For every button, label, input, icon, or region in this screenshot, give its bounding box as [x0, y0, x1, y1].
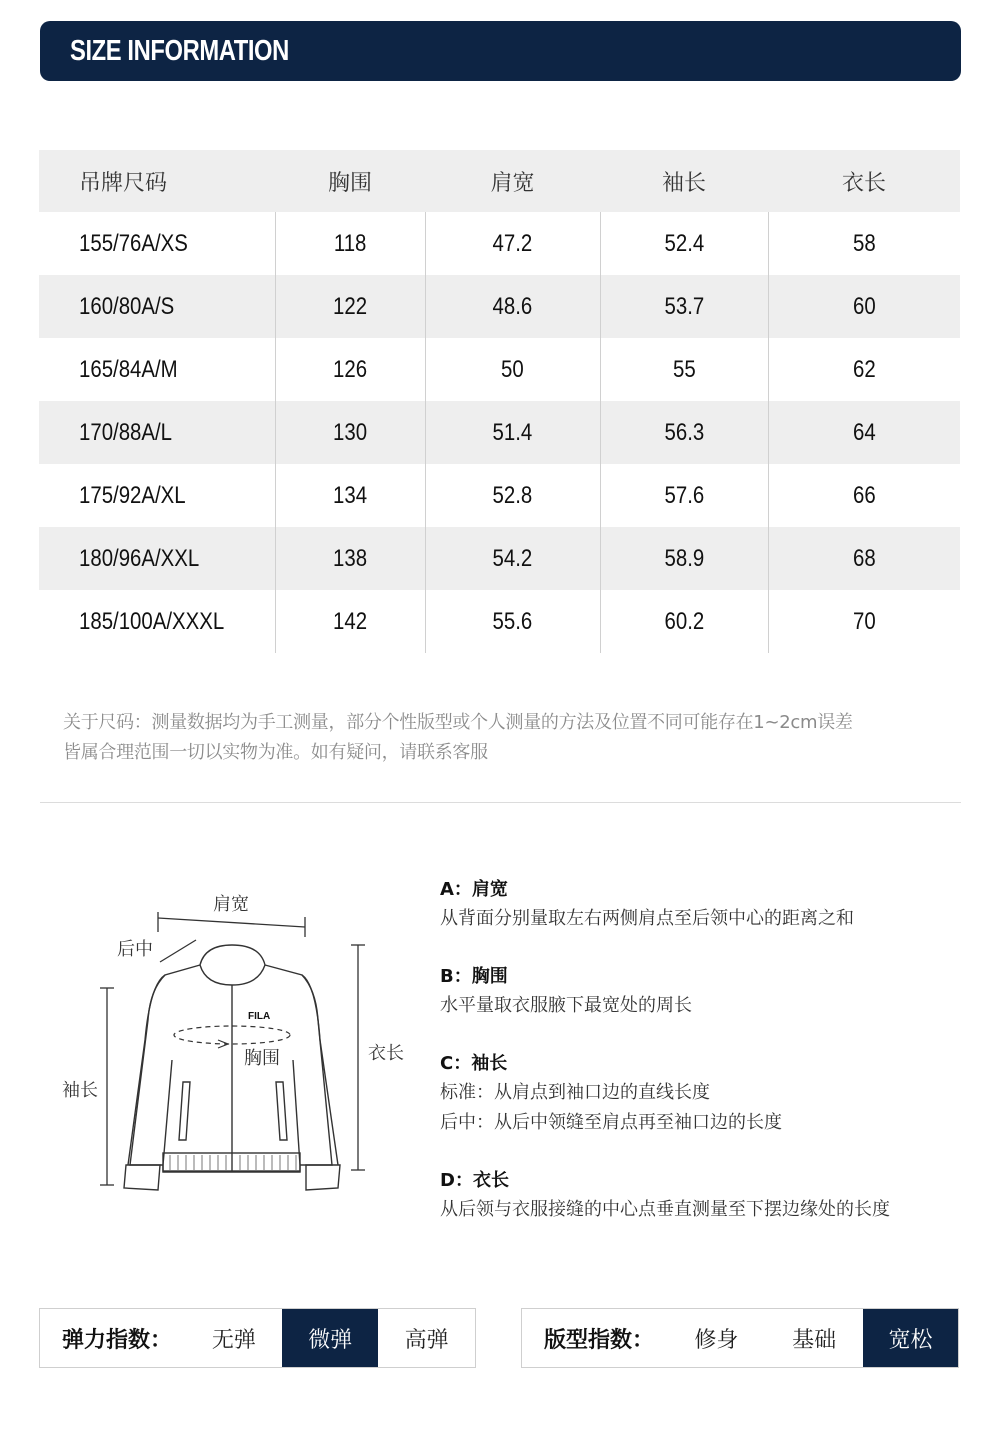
- fit-option-loose: 宽松: [863, 1309, 958, 1367]
- definition-title: A：肩宽: [440, 879, 508, 900]
- cell-chest: 142: [275, 590, 425, 653]
- cell-shoulder: 54.2: [425, 527, 600, 590]
- table-row: [39, 527, 960, 590]
- cell-size: 170/88A/L: [39, 401, 275, 464]
- size-table: [39, 150, 960, 653]
- measurement-note: [63, 708, 963, 768]
- fit-label: 版型指数：: [544, 1327, 655, 1353]
- cell-chest: 126: [275, 338, 425, 401]
- table-row: [39, 275, 960, 338]
- cell-size: 175/92A/XL: [79, 481, 186, 509]
- cell-length: 66: [768, 464, 960, 527]
- label-sleeve: 袖长: [62, 1080, 98, 1101]
- cell-chest: 118: [275, 212, 425, 275]
- label-chest: 胸围: [244, 1048, 280, 1069]
- cell-shoulder: 48.6: [425, 275, 600, 338]
- definition-text: 从后领与衣服接缝的中心点垂直测量至下摆边缘处的长度: [440, 1199, 890, 1220]
- cell-length: 58: [768, 212, 960, 275]
- cell-length: 70: [768, 590, 960, 653]
- cell-shoulder: 50: [425, 338, 600, 401]
- fit-index: [521, 1308, 959, 1368]
- definition-title: C：袖长: [440, 1053, 508, 1074]
- table-row: [39, 212, 960, 275]
- definition-text: 水平量取衣服腋下最宽处的周长: [440, 995, 692, 1016]
- definition-title: B：胸围: [440, 966, 508, 987]
- table-row: [39, 590, 960, 653]
- divider: [40, 802, 961, 803]
- cell-size: 180/96A/XXL: [39, 527, 275, 590]
- note-line-2: 皆属合理范围一切以实物为准。如有疑问，请联系客服: [63, 742, 488, 763]
- col-header-chest: 胸围: [275, 150, 425, 212]
- label-shoulder: 肩宽: [213, 894, 249, 915]
- definition-c: [440, 1050, 970, 1138]
- fit-option-regular: 基础: [792, 1327, 837, 1353]
- fit-option-slim: 修身: [694, 1327, 739, 1353]
- cell-sleeve: 57.6: [600, 464, 768, 527]
- measurement-definitions: [440, 876, 970, 1254]
- col-header-shoulder: 肩宽: [425, 150, 600, 212]
- table-header-row: [39, 150, 960, 212]
- cell-chest: 134: [275, 464, 425, 527]
- elasticity-option-none: 无弹: [211, 1327, 256, 1353]
- definition-d: [440, 1167, 970, 1225]
- cell-chest: 122: [275, 275, 425, 338]
- fila-logo: FILA: [248, 1011, 271, 1022]
- definition-a: [440, 876, 970, 934]
- elasticity-index: [39, 1308, 476, 1368]
- note-line-1: 关于尺码：测量数据均为手工测量，部分个性版型或个人测量的方法及位置不同可能存在1~2cm误差: [63, 712, 853, 733]
- cell-sleeve: 55: [600, 338, 768, 401]
- cell-size: 155/76A/XS: [79, 229, 188, 257]
- cell-chest: 138: [275, 527, 425, 590]
- col-header-sleeve: 袖长: [600, 150, 768, 212]
- cell-sleeve: 56.3: [600, 401, 768, 464]
- table-row: [39, 464, 960, 527]
- cell-size: 160/80A/S: [39, 275, 275, 338]
- cell-shoulder: 51.4: [425, 401, 600, 464]
- cell-size: 165/84A/M: [79, 355, 178, 383]
- definition-b: [440, 963, 970, 1021]
- col-header-length: 衣长: [768, 150, 960, 212]
- label-length: 衣长: [368, 1043, 404, 1064]
- cell-shoulder: 55.6: [425, 590, 600, 653]
- cell-sleeve: 58.9: [600, 527, 768, 590]
- header-title: SIZE INFORMATION: [70, 35, 289, 67]
- cell-sleeve: 53.7: [600, 275, 768, 338]
- table-row: [39, 338, 960, 401]
- cell-sleeve: 52.4: [600, 212, 768, 275]
- label-back-center: 后中: [117, 939, 153, 960]
- cell-shoulder: 52.8: [425, 464, 600, 527]
- table-row: [39, 401, 960, 464]
- cell-chest: 130: [275, 401, 425, 464]
- elasticity-label: 弹力指数：: [62, 1327, 173, 1353]
- definition-text: 标准：从肩点到袖口边的直线长度: [440, 1082, 710, 1103]
- elasticity-option-high: 高弹: [404, 1327, 449, 1353]
- cell-length: 60: [768, 275, 960, 338]
- definition-text: 从背面分别量取左右两侧肩点至后领中心的距离之和: [440, 908, 854, 929]
- cell-length: 62: [768, 338, 960, 401]
- size-info-header: [40, 21, 961, 81]
- cell-sleeve: 60.2: [600, 590, 768, 653]
- cell-size: 185/100A/XXXL: [79, 607, 225, 635]
- definition-title: D：衣长: [440, 1170, 509, 1191]
- definition-text: 后中：从后中领缝至肩点再至袖口边的长度: [440, 1112, 782, 1133]
- col-header-size: 吊牌尺码: [39, 150, 275, 212]
- cell-length: 68: [768, 527, 960, 590]
- cell-length: 64: [768, 401, 960, 464]
- elasticity-option-slight: 微弹: [282, 1309, 378, 1367]
- jacket-measurement-diagram: [55, 880, 425, 1200]
- cell-shoulder: 47.2: [425, 212, 600, 275]
